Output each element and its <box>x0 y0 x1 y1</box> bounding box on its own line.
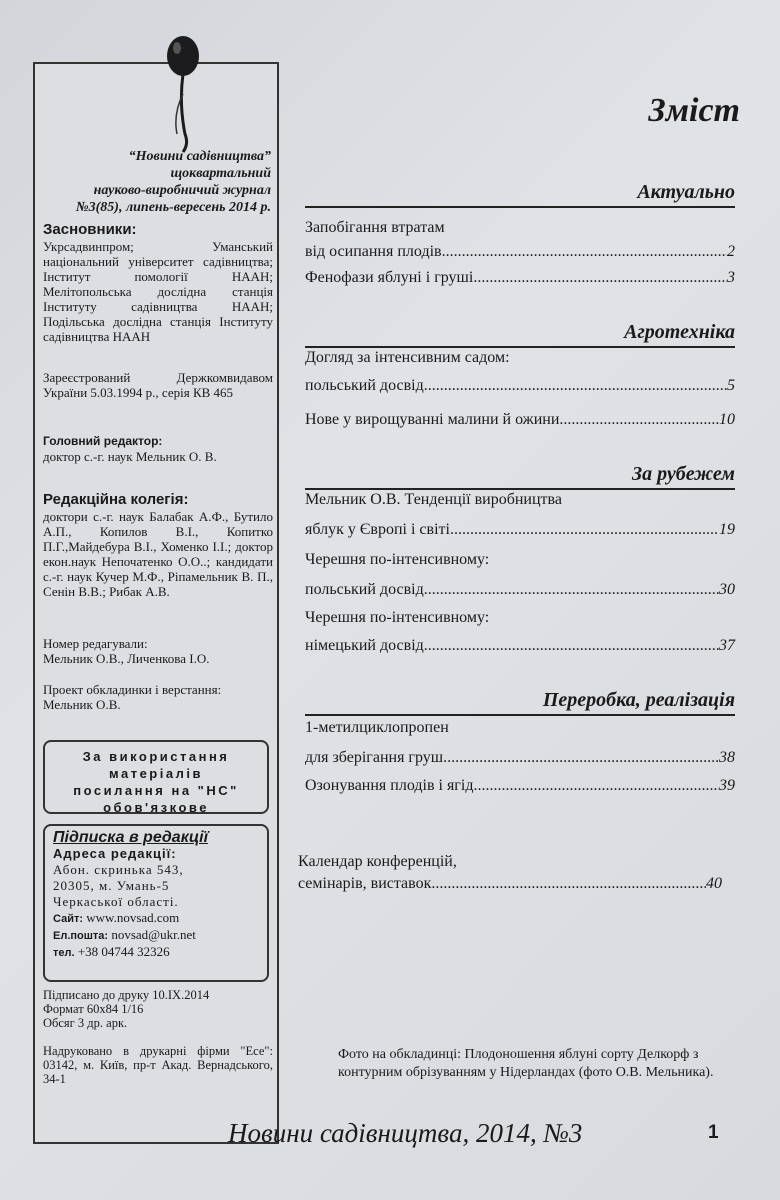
toc-entry[interactable] <box>305 410 735 430</box>
toc-entry-title: Нове у вирощуванні малини й ожини <box>305 411 560 428</box>
founders-block <box>43 222 273 344</box>
toc-entry-line: Мельник О.В. Тенденції виробництва <box>305 491 562 508</box>
founders-heading: Засновники: <box>43 221 137 238</box>
toc-page-number: 38 <box>719 749 735 766</box>
subscription-box <box>43 824 269 982</box>
toc-leader <box>431 874 706 894</box>
print-info-block <box>43 988 273 1030</box>
toc-entry[interactable] <box>305 242 735 262</box>
editorial-board-heading: Редакційна колегія: <box>43 491 189 508</box>
print-info-line: Обсяг 3 др. арк. <box>43 1016 128 1030</box>
print-info-line: Підписано до друку 10.IX.2014 <box>43 988 210 1002</box>
contents-title: Зміст <box>648 92 740 129</box>
print-info-line: Формат 60х84 1/16 <box>43 1002 144 1016</box>
toc-entry[interactable] <box>305 376 735 396</box>
toc-entry-line: Черешня по-інтенсивному: <box>305 609 490 626</box>
phone-label: тел. <box>53 947 75 959</box>
toc-entry[interactable] <box>305 520 735 540</box>
toc-entry-title: польський досвід <box>305 581 424 598</box>
section-heading-aktualno: Актуально <box>305 180 735 208</box>
address-heading: Адреса редакції: <box>53 846 177 861</box>
chief-editor-heading: Головний редактор: <box>43 434 163 448</box>
toc-entry-title: яблук у Європі і світі <box>305 521 450 538</box>
printed-at-text: Надруковано в друкарні фірми "Есе": 03142, м. Київ, пр-т Акад. Вернадського, 34-1 <box>43 1044 273 1086</box>
logo-area <box>35 64 277 146</box>
journal-title-line: щоквартальний <box>170 166 271 181</box>
email-link[interactable]: novsad@ukr.net <box>111 927 196 942</box>
toc-entry[interactable] <box>305 636 735 656</box>
toc-entry-title: німецький досвід <box>305 637 424 654</box>
toc-leader <box>473 776 719 796</box>
toc-entry-title: від осипання плодів <box>305 243 442 260</box>
editorial-board-block <box>43 492 273 599</box>
section-heading-pererobka: Переробка, реалізація <box>305 688 735 716</box>
toc-page-number: 10 <box>719 411 735 428</box>
toc-entry-title: Озонування плодів і ягід <box>305 777 474 794</box>
toc-page-number: 5 <box>727 377 735 394</box>
toc-page-number: 2 <box>727 243 735 260</box>
journal-title <box>35 148 277 216</box>
toc-entry-line: Запобігання втратам <box>305 219 445 236</box>
toc-entry[interactable] <box>305 580 735 600</box>
founders-text: Укрсадвинпром; Уманський національний університет садівництва; Інститут помології НААН; Мелітопольська дослідна станція Інституту садівництва НААН; Подільська дослідна станція Інституту садівництва НААН <box>43 239 273 344</box>
phone-number: +38 04744 32326 <box>77 944 170 959</box>
copyright-notice <box>43 740 269 814</box>
toc-leader <box>442 242 727 262</box>
address-line: Черкаської області. <box>53 894 179 909</box>
toc-entry-title: для зберігання груш <box>305 749 444 766</box>
address-line: 20305, м. Умань-5 <box>53 878 170 893</box>
toc-entry-calendar[interactable] <box>298 874 722 894</box>
editorial-board-text: доктори с.-г. наук Балабак А.Ф., Бутило А.П., Копилов В.І., Копитко П.Г.,Майдебура В.І., Хоменко І.І.; доктор екон.наук Непочатенко О.О..; кандидати с.-г. наук Кучер М.Ф., Ріпамельник В. П., Сенін В.В.; Рибак А.В. <box>43 509 273 599</box>
cover-design-text: Проект обкладинки і верстання: Мельник О.В. <box>43 682 222 712</box>
toc-leader <box>450 520 719 540</box>
notice-line: матеріалів <box>109 766 203 781</box>
toc-leader <box>424 636 719 656</box>
toc-page-number: 30 <box>719 581 735 598</box>
toc-page-number: 37 <box>719 637 735 654</box>
toc-page-number: 40 <box>706 875 722 892</box>
notice-line: За використання <box>82 749 230 764</box>
editing-names: Мельник О.В., Личенкова І.О. <box>43 651 210 666</box>
imprint-box <box>33 62 279 1144</box>
toc-page-number: 3 <box>727 269 735 286</box>
chief-editor-block <box>43 434 273 464</box>
calendar-line: Календар конференцій, <box>298 853 457 870</box>
toc-leader <box>424 376 727 396</box>
page-number: 1 <box>708 1122 719 1143</box>
notice-line: обов'язкове <box>103 800 209 815</box>
toc-page-number: 19 <box>719 521 735 538</box>
cover-photo-caption: Фото на обкладинці: Плодоношення яблуні сорту Делкорф з контурним обрізуванням у Нідерландах (фото О.В. Мельника). <box>338 1047 714 1080</box>
site-label: Сайт: <box>53 913 84 925</box>
site-link[interactable]: www.novsad.com <box>86 910 180 925</box>
section-heading-za-rubezhem: За рубежем <box>305 462 735 490</box>
journal-logo-icon <box>163 34 203 154</box>
email-label: Ел.пошта: <box>53 930 109 942</box>
journal-title-line: науково-виробничий журнал <box>93 183 271 198</box>
footer-journal-name: Новини садівництва, 2014, №3 <box>228 1118 583 1148</box>
toc-leader <box>424 580 719 600</box>
toc-entry-title: польський досвід <box>305 377 424 394</box>
toc-leader <box>443 748 719 768</box>
toc-entry[interactable] <box>305 748 735 768</box>
toc-entry-line: 1-метилциклопропен <box>305 719 449 736</box>
toc-entry-line: Догляд за інтенсивним садом: <box>305 349 510 366</box>
editing-heading: Номер редагували: <box>43 636 148 651</box>
toc-leader <box>559 410 719 430</box>
toc-entry[interactable] <box>305 776 735 796</box>
email-row <box>53 927 259 944</box>
toc-entry[interactable] <box>305 268 735 288</box>
notice-line: посилання на "НС" <box>73 783 239 798</box>
section-heading-agrotekhnika: Агротехніка <box>305 320 735 348</box>
toc-entry-title: Фенофази яблуні і груші <box>305 269 474 286</box>
toc-entry-line: Черешня по-інтенсивному: <box>305 551 490 568</box>
journal-issue-line: №3(85), липень-вересень 2014 р. <box>75 200 271 215</box>
registration-text: Зареєстрований Держкомвидавом України 5.03.1994 р., серія КВ 465 <box>43 370 273 400</box>
chief-editor-name: доктор с.-г. наук Мельник О. В. <box>43 449 217 464</box>
site-row <box>53 910 259 927</box>
page-footer <box>228 1118 748 1149</box>
toc-page-number: 39 <box>719 777 735 794</box>
toc-leader <box>473 268 727 288</box>
subscription-title: Підписка в редакції <box>53 829 209 846</box>
phone-row <box>53 944 259 961</box>
toc-entry-title: семінарів, виставок <box>298 875 432 892</box>
address-line: Абон. скринька 543, <box>53 862 184 877</box>
editing-block <box>43 636 273 666</box>
journal-title-line: “Новини садівництва” <box>128 149 271 164</box>
